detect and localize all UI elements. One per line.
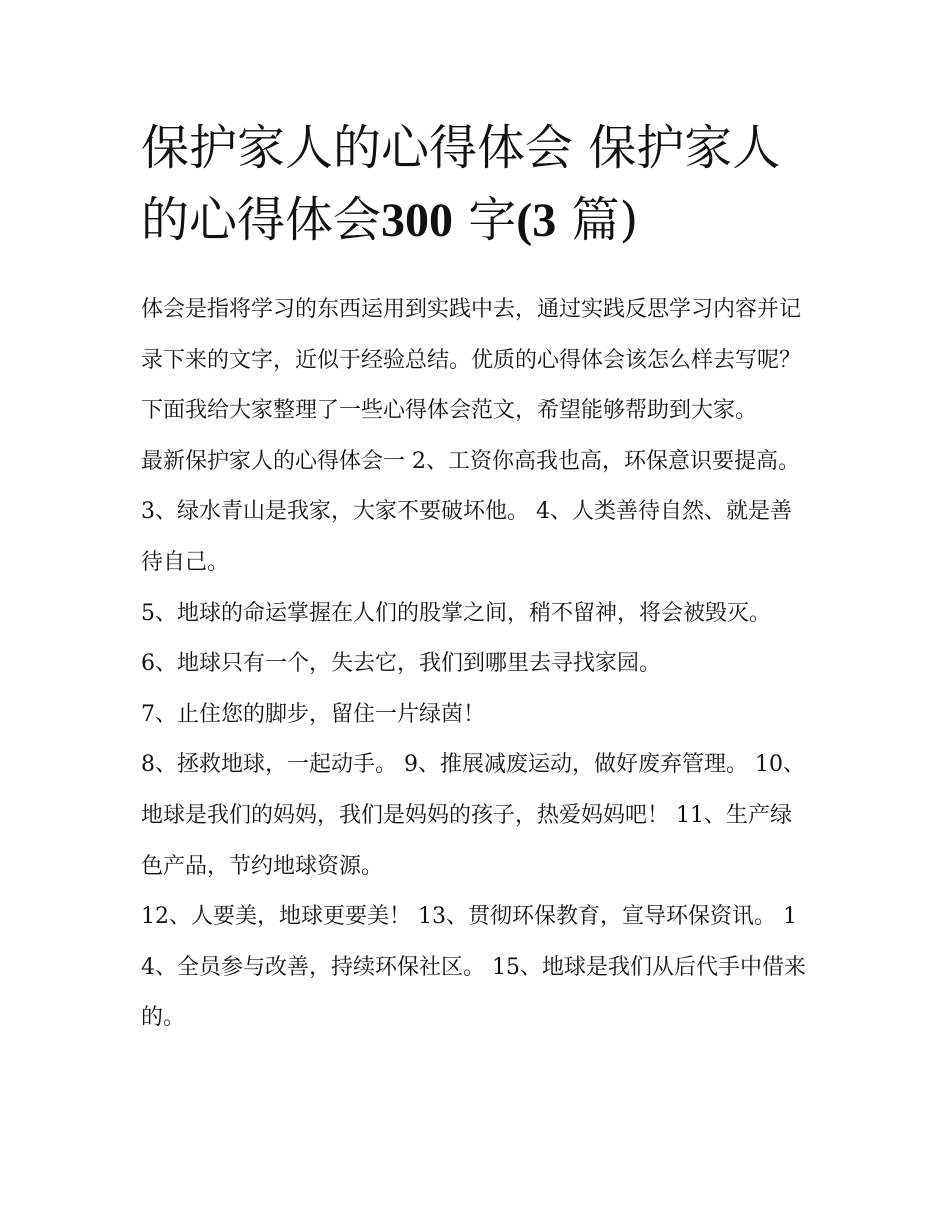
paragraph-slogans-5: 12、人要美，地球更要美！ 13、贯彻环保教育，宣导环保资讯。 14、全员参与改善，持续环保社区。 15、地球是我们从后代手中借来的。	[141, 904, 806, 1031]
paragraph-intro: 体会是指将学习的东西运用到实践中去，通过实践反思学习内容并记录下来的文字，近似于经验总结。优质的心得体会该怎么样去写呢？下面我给大家整理了一些心得体会范文，希望能够帮助到大家。	[141, 297, 802, 424]
document-body	[141, 285, 813, 1044]
title-number: 300	[381, 194, 454, 247]
title-text-part2: 字	[468, 192, 517, 248]
title-text-part3: (3	[516, 194, 557, 247]
title-text-part4: 篇)	[571, 192, 639, 248]
paragraph-slogans-2: 5、地球的命运掌握在人们的股掌之间，稍不留神，将会被毁灭。 6、地球只有一个，失去它，我们到哪里去寻找家园。	[141, 600, 771, 677]
paragraph-slogans-4: 8、拯救地球，一起动手。 9、推展减废运动，做好废弃管理。 10、地球是我们的妈妈，我们是妈妈的孩子，热爱妈妈吧！ 11、生产绿色产品，节约地球资源。	[141, 752, 805, 879]
paragraph-slogans-3: 7、止住您的脚步，留住一片绿茵！	[141, 701, 485, 727]
title-text-part1: 保护家人的心得体会 保护家人的心得体会	[141, 120, 781, 248]
paragraph-slogans-1: 最新保护家人的心得体会一 2、工资你高我也高，环保意识要提高。 3、绿水青山是我家，大家不要破坏他。 4、人类善待自然、就是善待自己。	[141, 448, 800, 575]
document-page	[141, 112, 813, 1044]
document-title	[141, 112, 813, 257]
